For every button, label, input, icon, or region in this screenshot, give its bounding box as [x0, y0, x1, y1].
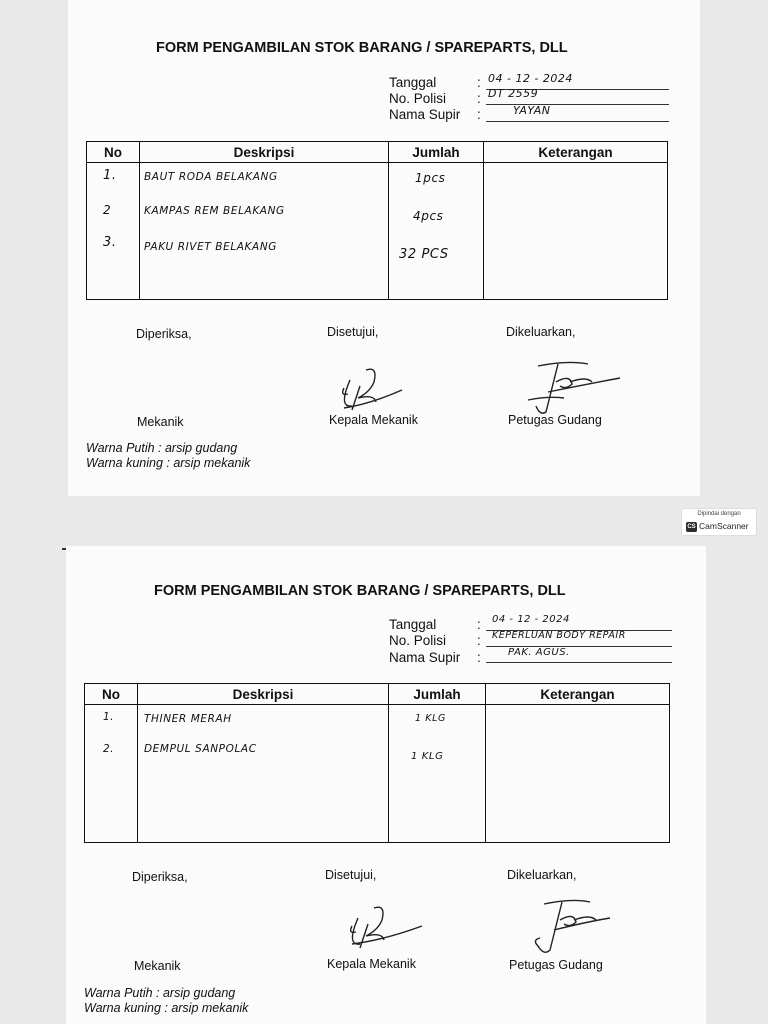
camscanner-logo-icon: CS — [687, 524, 696, 530]
mekanik-label: Mekanik — [134, 959, 181, 973]
row-jumlah: 1pcs — [415, 171, 446, 185]
supir-value: PAK. AGUS. — [508, 647, 570, 658]
polisi-label: No. Polisi — [389, 91, 447, 106]
row-deskripsi: DEMPUL SANPOLAC — [144, 743, 257, 755]
deskripsi-column — [140, 163, 389, 300]
polisi-value: KEPERLUAN BODY REPAIR — [492, 630, 626, 641]
kepala-mekanik-label: Kepala Mekanik — [329, 413, 418, 427]
row-jumlah: 1 KLG — [415, 713, 446, 724]
supir-value: YAYAN — [513, 104, 551, 117]
header-deskripsi: Deskripsi — [138, 684, 389, 705]
colon: : — [477, 650, 481, 665]
disetujui-label: Disetujui, — [325, 868, 377, 882]
header-deskripsi: Deskripsi — [140, 142, 389, 163]
polisi-value: DT 2559 — [488, 87, 539, 100]
colon: : — [477, 617, 481, 632]
form-title: FORM PENGAMBILAN STOK BARANG / SPAREPARTS, DLL — [156, 40, 568, 56]
header-keterangan: Keterangan — [484, 142, 668, 163]
disetujui-label: Disetujui, — [327, 325, 379, 339]
note-kuning: Warna kuning : arsip mekanik — [84, 1001, 249, 1015]
row-no: 2 — [103, 203, 112, 217]
keterangan-column — [486, 705, 670, 843]
row-jumlah: 1 KLG — [411, 751, 444, 762]
row-no: 3. — [103, 235, 117, 250]
colon: : — [477, 107, 481, 122]
diperiksa-label: Diperiksa, — [136, 327, 192, 341]
header-jumlah: Jumlah — [389, 684, 486, 705]
diperiksa-label: Diperiksa, — [132, 870, 188, 884]
note-kuning: Warna kuning : arsip mekanik — [86, 456, 251, 470]
kepala-mekanik-signature — [330, 358, 410, 418]
camscanner-name: CamScanner — [699, 521, 749, 531]
underline — [486, 662, 672, 663]
underline — [486, 121, 669, 122]
form-page-2 — [66, 546, 706, 1024]
tanggal-label: Tanggal — [389, 617, 437, 632]
colon: : — [477, 91, 481, 106]
tanggal-value: 04 - 12 - 2024 — [488, 72, 573, 85]
items-table — [86, 141, 668, 300]
note-putih: Warna Putih : arsip gudang — [84, 986, 236, 1000]
camscanner-watermark — [681, 508, 757, 536]
table-body — [87, 163, 668, 300]
row-no: 1. — [103, 711, 115, 723]
form-title: FORM PENGAMBILAN STOK BARANG / SPAREPARTS, DLL — [154, 583, 566, 599]
row-deskripsi: BAUT RODA BELAKANG — [144, 171, 278, 183]
tanggal-value: 04 - 12 - 2024 — [492, 614, 570, 625]
jumlah-column — [389, 705, 486, 843]
camscanner-top-text: Dipindai dengan — [697, 511, 741, 517]
header-keterangan: Keterangan — [486, 684, 670, 705]
supir-label: Nama Supir — [389, 107, 461, 122]
keterangan-column — [484, 163, 668, 300]
jumlah-column — [389, 163, 484, 300]
row-no: 1. — [103, 168, 117, 183]
row-no: 2. — [103, 743, 115, 755]
dikeluarkan-label: Dikeluarkan, — [507, 868, 577, 882]
polisi-label: No. Polisi — [389, 633, 447, 648]
petugas-gudang-signature — [508, 352, 628, 422]
colon: : — [477, 633, 481, 648]
kepala-mekanik-signature — [338, 896, 428, 956]
petugas-gudang-label: Petugas Gudang — [509, 958, 603, 972]
row-jumlah: 32 PCS — [399, 247, 449, 262]
row-deskripsi: PAKU RIVET BELAKANG — [144, 241, 278, 253]
form-page-1 — [68, 0, 700, 496]
tanggal-label: Tanggal — [389, 75, 437, 90]
table-body — [85, 705, 670, 843]
mekanik-label: Mekanik — [137, 415, 184, 429]
note-putih: Warna Putih : arsip gudang — [86, 441, 238, 455]
dikeluarkan-label: Dikeluarkan, — [506, 325, 576, 339]
header-no: No — [87, 142, 140, 163]
header-jumlah: Jumlah — [389, 142, 484, 163]
supir-label: Nama Supir — [389, 650, 461, 665]
kepala-mekanik-label: Kepala Mekanik — [327, 957, 416, 971]
colon: : — [477, 75, 481, 90]
items-table — [84, 683, 670, 843]
header-no: No — [85, 684, 138, 705]
row-deskripsi: THINER MERAH — [144, 713, 232, 725]
deskripsi-column — [138, 705, 389, 843]
row-jumlah: 4pcs — [413, 209, 444, 223]
no-column — [87, 163, 140, 300]
no-column — [85, 705, 138, 843]
petugas-gudang-signature — [514, 892, 624, 962]
petugas-gudang-label: Petugas Gudang — [508, 413, 602, 427]
row-deskripsi: KAMPAS REM BELAKANG — [144, 205, 285, 217]
